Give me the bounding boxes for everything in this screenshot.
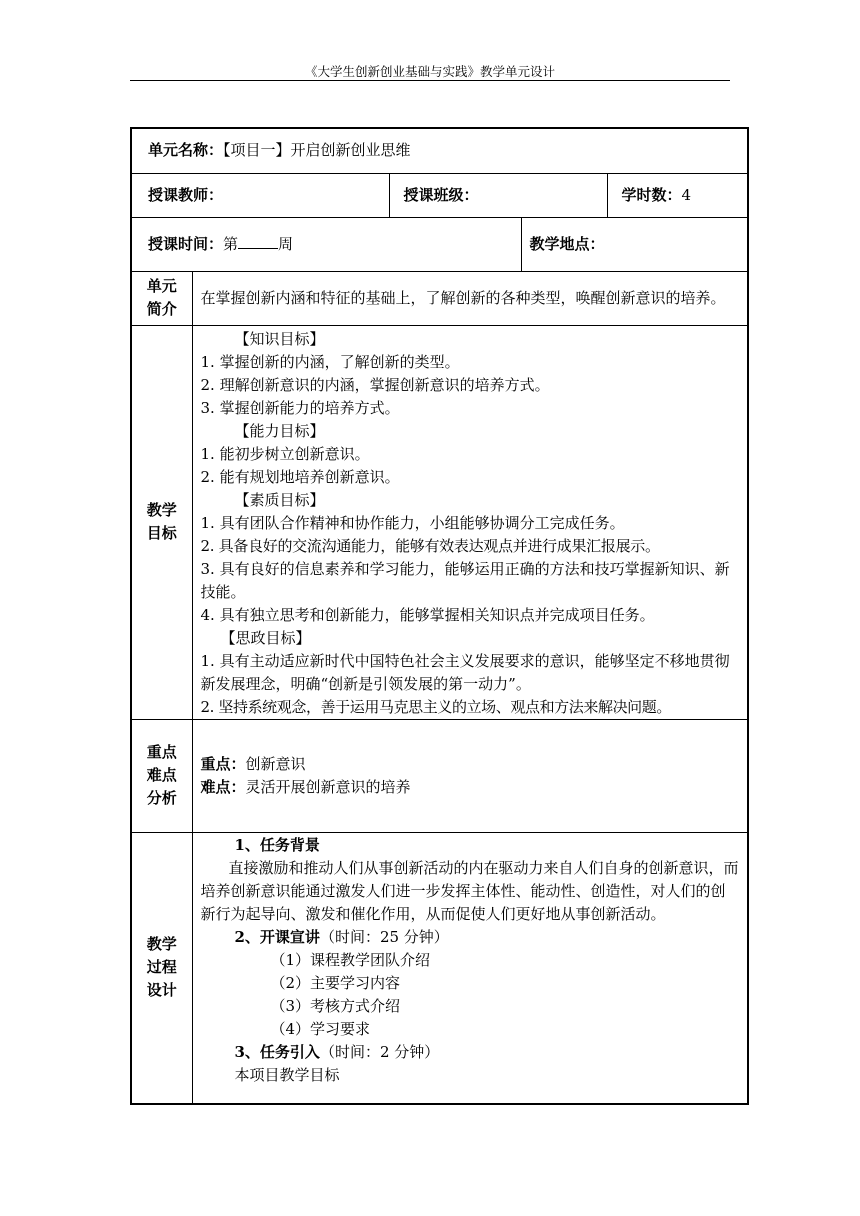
keypoints-content-cell <box>192 719 748 832</box>
section-title-opening: 2、开课宣讲 <box>234 927 320 946</box>
time-week-prefix: 第 <box>223 235 239 253</box>
difficulty-label: 难点： <box>200 777 246 796</box>
intro-label-line2: 简介 <box>146 300 177 318</box>
row-teaching-process <box>131 832 748 1104</box>
unit-design-table <box>130 127 749 1105</box>
objectives-label-line1: 教学 <box>146 501 177 519</box>
focus-value: 创新意识 <box>245 754 306 773</box>
opening-item: （1）课程教学团队介绍 <box>270 950 431 969</box>
objectives-content-cell <box>192 325 748 719</box>
intro-duration: （时间：2 分钟） <box>319 1042 440 1061</box>
quality-item: 4. 具有独立思考和创新能力，能够掌握相关知识点并完成项目任务。 <box>200 605 655 624</box>
ideology-heading: 【思政目标】 <box>220 628 311 647</box>
week-blank-line <box>238 232 278 249</box>
keypoints-label-line3: 分析 <box>146 789 177 807</box>
difficulty-line <box>201 776 740 799</box>
knowledge-item: 3. 掌握创新能力的培养方式。 <box>200 398 400 417</box>
focus-label: 重点： <box>200 754 246 773</box>
class-label: 授课班级： <box>403 185 479 204</box>
quality-item: 2. 具备良好的交流沟通能力，能够有效表达观点并进行成果汇报展示。 <box>200 536 660 555</box>
section-intro-line <box>201 1041 740 1064</box>
intro-text-cell <box>192 271 748 325</box>
process-content-cell <box>192 832 748 1104</box>
unit-name-label: 单元名称： <box>148 141 224 160</box>
hours-cell <box>607 173 748 217</box>
intro-label-line1: 单元 <box>146 277 177 295</box>
knowledge-item: 2. 理解创新意识的内涵，掌握创新意识的培养方式。 <box>200 375 550 394</box>
location-cell <box>521 217 748 271</box>
unit-name-cell <box>131 128 748 173</box>
process-label-line2: 过程 <box>146 958 177 977</box>
process-label-cell <box>131 832 192 1104</box>
class-cell <box>389 173 607 217</box>
process-label-line3: 设计 <box>146 981 177 1000</box>
keypoints-label-cell <box>131 719 192 832</box>
quality-item: 3. 具有良好的信息素养和学习能力，能够运用正确的方法和技巧掌握新知识、新技能。 <box>200 559 730 601</box>
opening-item: （4）学习要求 <box>270 1019 371 1038</box>
row-unit-intro <box>131 271 748 325</box>
background-paragraph: 直接激励和推动人们从事创新活动的内在驱动力来自人们自身的创新意识，而培养创新意识能通过激发人们进一步发挥主体性、能动性、创造性，对人们的创新行为起导向、激发和催化作用，从而促使人们更好地从事创新活动。 <box>200 858 739 923</box>
time-week-suffix: 周 <box>278 235 294 253</box>
difficulty-value: 灵活开展创新意识的培养 <box>245 777 411 796</box>
keypoints-label-line1: 重点 <box>146 743 177 761</box>
quality-heading: 【素质目标】 <box>234 490 325 509</box>
ability-heading: 【能力目标】 <box>234 421 325 440</box>
row-unit-name <box>131 128 748 173</box>
unit-name-value: 【项目一】开启创新创业思维 <box>223 141 411 160</box>
section-title-intro: 3、任务引入 <box>234 1042 320 1061</box>
section-title-background: 1、任务背景 <box>234 835 320 854</box>
objectives-label-cell <box>131 325 192 719</box>
row-time-location <box>131 217 748 271</box>
section-opening-line <box>201 926 740 949</box>
objectives-label-line2: 目标 <box>146 524 177 542</box>
row-teacher-class-hours <box>131 173 748 217</box>
focus-line <box>201 753 740 776</box>
header-divider <box>130 80 730 81</box>
opening-duration: （时间：25 分钟） <box>319 927 449 946</box>
knowledge-heading: 【知识目标】 <box>234 329 325 348</box>
teacher-label: 授课教师： <box>148 185 224 204</box>
ability-item: 2. 能有规划地培养创新意识。 <box>200 467 400 486</box>
row-teaching-objectives <box>131 325 748 719</box>
intro-task-text: 本项目教学目标 <box>234 1065 340 1084</box>
process-label-line1: 教学 <box>146 935 177 954</box>
hours-label: 学时数： <box>621 185 682 204</box>
ideology-item: 1. 具有主动适应新时代中国特色社会主义发展要求的意识，能够坚定不移地贯彻新发展理念，明确“创新是引领发展的第一动力”。 <box>200 651 730 693</box>
opening-item: （3）考核方式介绍 <box>270 996 401 1015</box>
hours-value: 4 <box>681 185 692 204</box>
page-header-title: 《大学生创新创业基础与实践》教学单元设计 <box>304 64 555 79</box>
opening-item: （2）主要学习内容 <box>270 973 401 992</box>
row-key-difficult-points <box>131 719 748 832</box>
location-label: 教学地点： <box>529 234 605 253</box>
intro-text: 在掌握创新内涵和特征的基础上，了解创新的各种类型，唤醒创新意识的培养。 <box>200 288 726 307</box>
teacher-cell <box>131 173 389 217</box>
knowledge-item: 1. 掌握创新的内涵，了解创新的类型。 <box>200 352 460 371</box>
quality-item: 1. 具有团队合作精神和协作能力，小组能够协调分工完成任务。 <box>200 513 625 532</box>
keypoints-label-line2: 难点 <box>146 766 177 784</box>
ideology-item: 2. 坚持系统观念，善于运用马克思主义的立场、观点和方法来解决问题。 <box>200 697 671 716</box>
time-cell <box>131 217 521 271</box>
intro-label-cell <box>131 271 192 325</box>
time-label: 授课时间： <box>148 235 224 253</box>
ability-item: 1. 能初步树立创新意识。 <box>200 444 370 463</box>
